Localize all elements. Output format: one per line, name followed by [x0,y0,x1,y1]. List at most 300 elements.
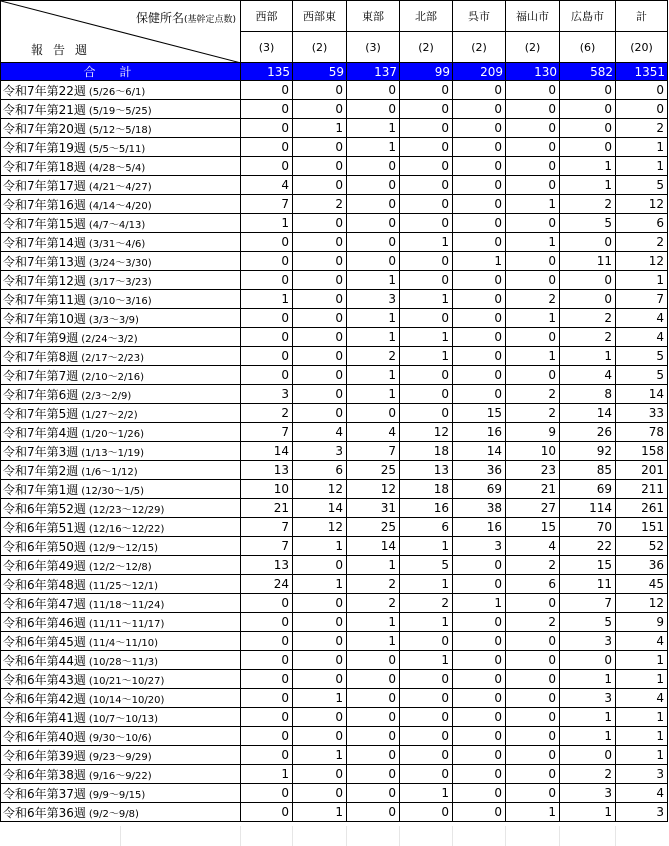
count-cell: 85 [560,461,616,480]
week-cell [1,594,241,613]
count-cell: 1 [400,784,453,803]
count-cell: 3 [453,537,506,556]
count-cell: 16 [453,518,506,537]
count-cell: 1 [400,651,453,670]
count-cell: 0 [400,385,453,404]
count-cell: 151 [616,518,668,537]
count-cell: 2 [506,556,560,575]
count-cell: 0 [560,233,616,252]
count-cell: 0 [241,727,293,746]
count-cell: 3 [293,442,347,461]
col-count: (3) [241,32,293,63]
office-label: 保健所名(基幹定点数) [135,11,236,25]
count-cell: 10 [241,480,293,499]
total-row [1,63,668,81]
count-cell: 0 [293,271,347,290]
col-name: 広島市 [560,1,616,32]
count-cell: 24 [241,575,293,594]
week-range: (1/6～1/12) [81,466,138,478]
count-cell: 0 [453,613,506,632]
count-cell: 1 [616,746,668,765]
week-label: 令和7年第2週 [3,463,79,478]
count-cell: 0 [293,157,347,176]
count-cell: 0 [453,803,506,822]
week-cell [1,176,241,195]
count-cell: 5 [616,176,668,195]
total-value: 582 [560,63,616,81]
count-cell: 0 [347,670,400,689]
week-cell [1,442,241,461]
count-cell: 1 [506,195,560,214]
count-cell: 1 [347,328,400,347]
count-cell: 7 [241,195,293,214]
week-range: (4/28～5/4) [88,162,146,174]
count-cell: 0 [293,138,347,157]
table-row [1,765,668,784]
count-cell: 0 [453,708,506,727]
col-name: 西部 [241,1,293,32]
count-cell: 0 [506,100,560,119]
count-cell: 0 [453,195,506,214]
week-cell [1,537,241,556]
count-cell: 7 [616,290,668,309]
table-row [1,271,668,290]
count-cell: 27 [506,499,560,518]
count-cell: 0 [400,727,453,746]
count-cell: 0 [616,100,668,119]
table-row [1,81,668,100]
count-cell: 0 [347,708,400,727]
week-range: (9/2～9/8) [88,808,139,820]
table-row [1,385,668,404]
count-cell: 1 [616,157,668,176]
week-label: 令和6年第45週 [3,634,86,649]
count-cell: 1 [293,119,347,138]
count-cell: 0 [241,689,293,708]
count-cell: 5 [616,347,668,366]
count-cell: 14 [241,442,293,461]
count-cell: 114 [560,499,616,518]
week-range: (5/19～5/25) [88,105,152,117]
week-cell [1,765,241,784]
count-cell: 0 [347,176,400,195]
count-cell: 0 [560,119,616,138]
count-cell: 1 [453,594,506,613]
count-cell: 1 [347,632,400,651]
count-cell: 11 [560,252,616,271]
count-cell: 12 [347,480,400,499]
col-count: (2) [506,32,560,63]
count-cell: 0 [293,176,347,195]
count-cell: 0 [347,651,400,670]
count-cell: 0 [400,81,453,100]
count-cell: 0 [560,746,616,765]
count-cell: 4 [616,328,668,347]
week-range: (5/5～5/11) [88,143,146,155]
count-cell: 0 [241,366,293,385]
count-cell: 0 [560,290,616,309]
count-cell: 14 [293,499,347,518]
week-range: (10/7～10/13) [88,713,158,725]
count-cell: 9 [616,613,668,632]
count-cell: 0 [506,727,560,746]
count-cell: 1 [347,138,400,157]
count-cell: 0 [293,385,347,404]
count-cell: 1 [506,309,560,328]
count-cell: 13 [400,461,453,480]
count-cell: 0 [241,119,293,138]
count-cell: 0 [347,233,400,252]
count-cell: 0 [453,214,506,233]
week-range: (12/9～12/15) [88,542,158,554]
count-cell: 0 [616,81,668,100]
week-cell [1,271,241,290]
count-cell: 2 [293,195,347,214]
col-count: (2) [293,32,347,63]
count-cell: 0 [241,594,293,613]
week-range: (11/25～12/1) [88,580,158,592]
week-range: (10/28～11/3) [88,656,158,668]
count-cell: 0 [241,309,293,328]
week-cell [1,518,241,537]
count-cell: 22 [560,537,616,556]
count-cell: 4 [616,309,668,328]
week-cell [1,746,241,765]
count-cell: 0 [453,328,506,347]
count-cell: 4 [241,176,293,195]
count-cell: 25 [347,461,400,480]
count-cell: 21 [506,480,560,499]
count-cell: 0 [400,404,453,423]
count-cell: 0 [506,765,560,784]
count-cell: 0 [453,347,506,366]
count-cell: 0 [453,233,506,252]
week-range: (3/24～3/30) [88,257,152,269]
count-cell: 0 [506,670,560,689]
week-range: (11/11～11/17) [88,618,165,630]
table-row [1,632,668,651]
count-cell: 1 [293,689,347,708]
week-cell [1,214,241,233]
total-value: 135 [241,63,293,81]
count-cell: 2 [506,613,560,632]
count-cell: 0 [506,651,560,670]
count-cell: 1 [616,271,668,290]
count-cell: 2 [506,385,560,404]
count-cell: 13 [241,556,293,575]
count-cell: 0 [293,347,347,366]
total-value: 59 [293,63,347,81]
week-cell [1,651,241,670]
count-cell: 1 [560,347,616,366]
count-cell: 0 [506,366,560,385]
count-cell: 4 [347,423,400,442]
table-row [1,784,668,803]
count-cell: 3 [616,765,668,784]
week-label: 令和7年第19週 [3,140,86,155]
count-cell: 18 [400,480,453,499]
count-cell: 0 [453,385,506,404]
count-cell: 5 [400,556,453,575]
count-cell: 0 [293,328,347,347]
count-cell: 21 [241,499,293,518]
count-cell: 0 [241,138,293,157]
count-cell: 0 [560,81,616,100]
count-cell: 0 [560,100,616,119]
count-cell: 0 [453,290,506,309]
week-label: 令和7年第18週 [3,159,86,174]
count-cell: 1 [293,746,347,765]
count-cell: 2 [616,119,668,138]
count-cell: 7 [560,594,616,613]
count-cell: 0 [241,632,293,651]
count-cell: 2 [347,594,400,613]
table-row [1,347,668,366]
count-cell: 0 [293,670,347,689]
week-cell [1,613,241,632]
count-cell: 7 [241,423,293,442]
count-cell: 0 [506,689,560,708]
col-count: (3) [347,32,400,63]
count-cell: 69 [453,480,506,499]
count-cell: 15 [506,518,560,537]
count-cell: 1 [347,271,400,290]
count-cell: 0 [560,271,616,290]
count-cell: 0 [293,651,347,670]
week-cell [1,708,241,727]
count-cell: 0 [241,670,293,689]
count-cell: 5 [560,613,616,632]
week-cell [1,119,241,138]
week-label: 令和7年第10週 [3,311,86,326]
count-cell: 0 [293,727,347,746]
table-row [1,252,668,271]
week-label: 令和6年第52週 [3,501,86,516]
week-range: (3/3～3/9) [88,314,139,326]
count-cell: 1 [453,252,506,271]
count-cell: 1 [560,670,616,689]
count-cell: 78 [616,423,668,442]
week-label: 令和7年第13週 [3,254,86,269]
count-cell: 0 [400,119,453,138]
table-row [1,214,668,233]
count-cell: 1 [241,214,293,233]
week-label: 令和7年第22週 [3,83,86,98]
count-cell: 0 [293,556,347,575]
count-cell: 0 [400,803,453,822]
count-cell: 3 [560,784,616,803]
week-label: 令和7年第16週 [3,197,86,212]
count-cell: 0 [241,233,293,252]
count-cell: 12 [616,195,668,214]
count-cell: 13 [241,461,293,480]
count-cell: 0 [293,613,347,632]
week-range: (11/18～11/24) [88,599,165,611]
week-cell [1,195,241,214]
table-row [1,651,668,670]
count-cell: 1 [347,309,400,328]
count-cell: 2 [560,328,616,347]
week-range: (4/21～4/27) [88,181,152,193]
count-cell: 11 [560,575,616,594]
week-range: (4/14～4/20) [88,200,152,212]
week-label: 令和7年第3週 [3,444,79,459]
table-row [1,233,668,252]
table-row [1,575,668,594]
week-range: (2/24～3/2) [81,333,138,345]
total-value: 99 [400,63,453,81]
count-cell: 0 [506,176,560,195]
count-cell: 2 [506,404,560,423]
count-cell: 12 [616,252,668,271]
count-cell: 38 [453,499,506,518]
count-cell: 1 [560,708,616,727]
count-cell: 5 [560,214,616,233]
count-cell: 0 [347,214,400,233]
count-cell: 1 [293,803,347,822]
count-cell: 3 [347,290,400,309]
count-cell: 0 [347,727,400,746]
total-value: 1351 [616,63,668,81]
week-label: 令和6年第37週 [3,786,86,801]
week-label: 令和7年第21週 [3,102,86,117]
count-cell: 0 [293,784,347,803]
count-cell: 0 [453,632,506,651]
week-label: 令和7年第17週 [3,178,86,193]
col-count: (2) [400,32,453,63]
count-cell: 1 [347,556,400,575]
week-cell [1,404,241,423]
count-cell: 10 [506,442,560,461]
table-row [1,689,668,708]
week-label: 令和6年第44週 [3,653,86,668]
week-cell [1,385,241,404]
count-cell: 3 [616,803,668,822]
count-cell: 52 [616,537,668,556]
count-cell: 6 [616,214,668,233]
week-cell [1,290,241,309]
week-range: (12/30～1/5) [81,485,144,497]
week-label: 令和7年第12週 [3,273,86,288]
count-cell: 1 [616,708,668,727]
count-cell: 15 [453,404,506,423]
count-cell: 14 [560,404,616,423]
table-row [1,499,668,518]
table-row [1,176,668,195]
week-label: 令和7年第9週 [3,330,79,345]
table-row [1,461,668,480]
count-cell: 23 [506,461,560,480]
week-range: (2/17～2/23) [81,352,144,364]
count-cell: 0 [293,765,347,784]
count-cell: 2 [347,575,400,594]
week-cell [1,309,241,328]
week-label: 令和7年第4週 [3,425,79,440]
week-label: 令和6年第46週 [3,615,86,630]
count-cell: 0 [347,404,400,423]
count-cell: 0 [400,708,453,727]
week-cell [1,575,241,594]
count-cell: 1 [400,328,453,347]
count-cell: 0 [347,100,400,119]
count-cell: 0 [241,271,293,290]
week-cell [1,480,241,499]
count-cell: 2 [506,290,560,309]
week-range: (2/10～2/16) [81,371,144,383]
week-label: 報告週 [31,43,98,57]
count-cell: 0 [347,81,400,100]
count-cell: 12 [293,518,347,537]
count-cell: 0 [400,271,453,290]
table-row [1,157,668,176]
count-cell: 3 [560,632,616,651]
count-cell: 0 [506,119,560,138]
count-cell: 0 [453,689,506,708]
count-cell: 0 [506,157,560,176]
table-row [1,100,668,119]
week-cell [1,784,241,803]
count-cell: 0 [400,670,453,689]
week-label: 令和6年第39週 [3,748,86,763]
count-cell: 0 [241,784,293,803]
count-cell: 4 [616,784,668,803]
week-label: 令和7年第5週 [3,406,79,421]
week-range: (9/16～9/22) [88,770,152,782]
week-range: (10/14～10/20) [88,694,165,706]
count-cell: 0 [506,138,560,157]
table-row [1,442,668,461]
count-cell: 201 [616,461,668,480]
count-cell: 0 [293,100,347,119]
week-label: 令和7年第20週 [3,121,86,136]
count-cell: 70 [560,518,616,537]
count-cell: 0 [347,765,400,784]
count-cell: 12 [293,480,347,499]
week-cell [1,461,241,480]
count-cell: 0 [293,594,347,613]
count-cell: 2 [400,594,453,613]
count-cell: 69 [560,480,616,499]
count-cell: 92 [560,442,616,461]
week-label: 令和7年第11週 [3,292,86,307]
count-cell: 4 [560,366,616,385]
count-cell: 0 [560,138,616,157]
week-cell [1,252,241,271]
table-row [1,803,668,822]
count-cell: 0 [506,252,560,271]
week-cell [1,328,241,347]
count-cell: 1 [400,233,453,252]
table-row [1,556,668,575]
week-cell [1,499,241,518]
count-cell: 0 [400,138,453,157]
count-cell: 12 [616,594,668,613]
count-cell: 4 [616,632,668,651]
count-cell: 1 [560,727,616,746]
count-cell: 0 [400,100,453,119]
count-cell: 5 [616,366,668,385]
week-range: (1/13～1/19) [81,447,144,459]
week-range: (1/27～2/2) [81,409,138,421]
count-cell: 0 [293,233,347,252]
count-cell: 0 [453,366,506,385]
count-cell: 1 [293,575,347,594]
count-cell: 0 [453,670,506,689]
count-cell: 0 [506,632,560,651]
count-cell: 36 [453,461,506,480]
count-cell: 1 [616,138,668,157]
count-cell: 0 [347,746,400,765]
